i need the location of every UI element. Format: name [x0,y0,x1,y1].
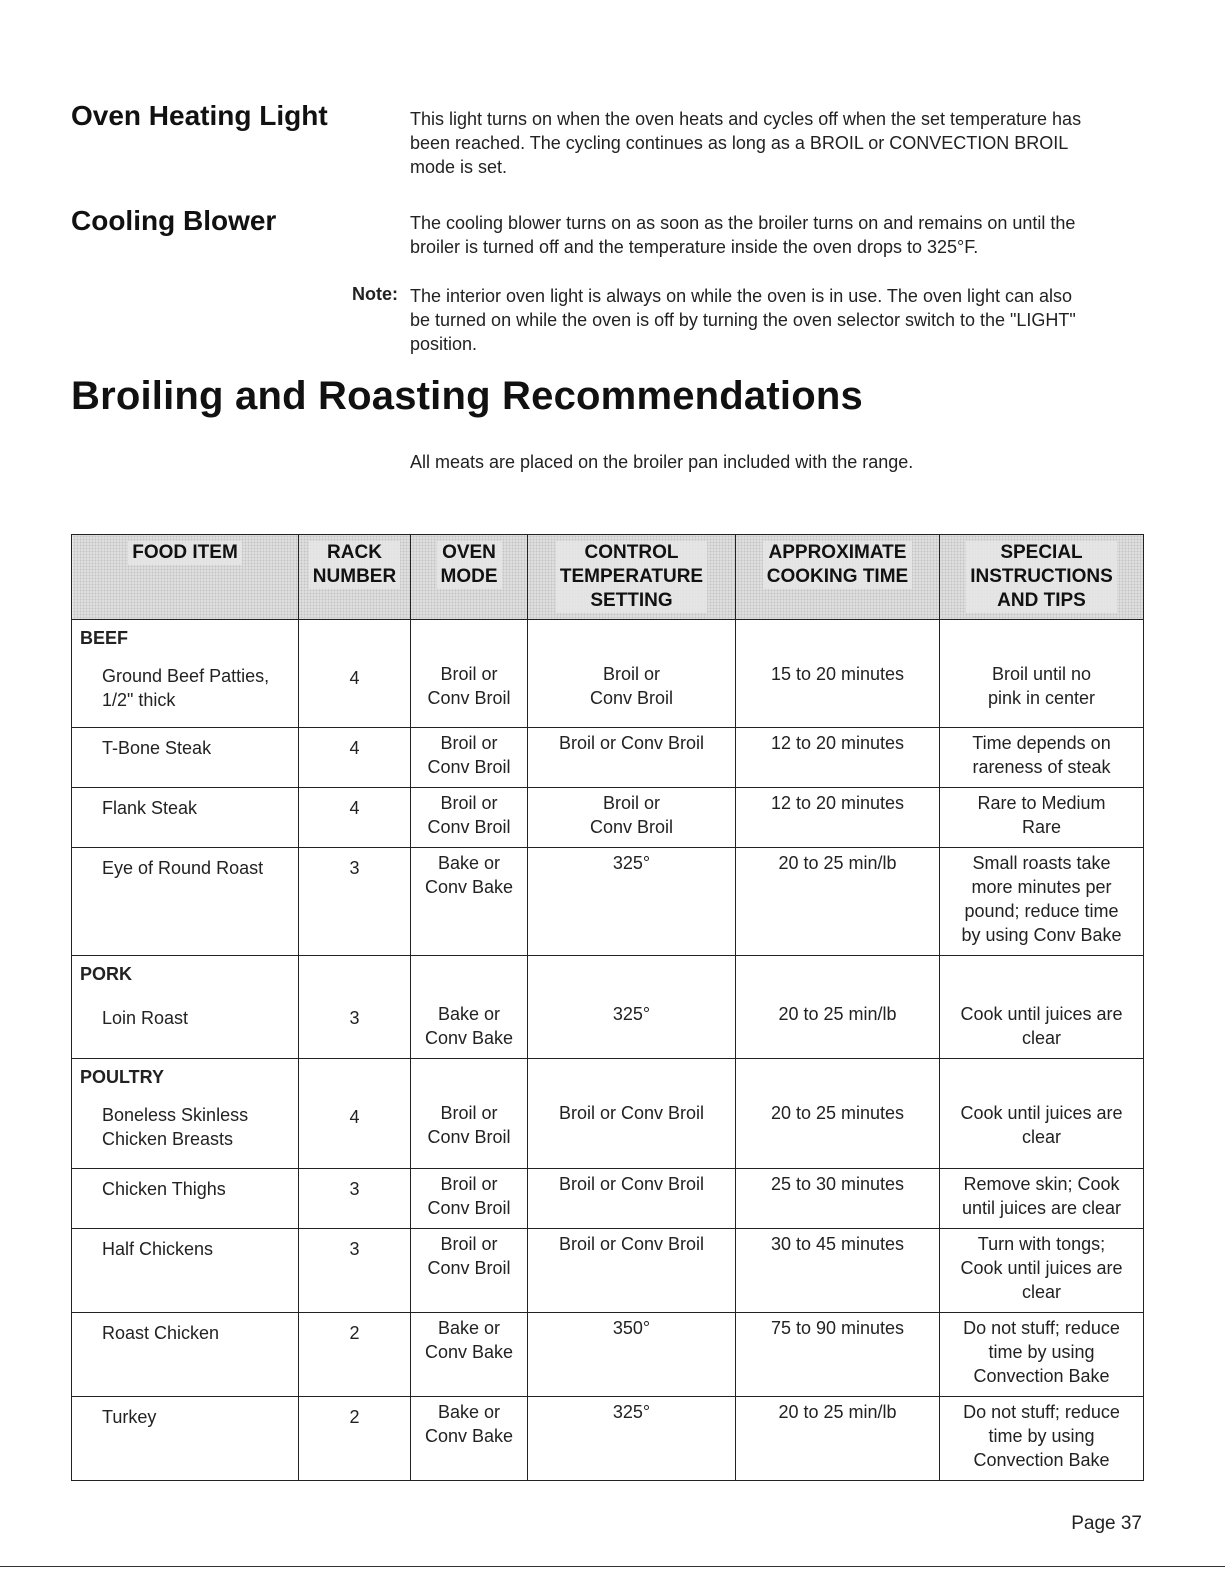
cell-rack [299,728,411,788]
header-line: TEMPERATURE [559,566,704,587]
oven-heating-light-text [410,107,1150,179]
broiling-roasting-table [71,534,1144,1481]
header-line: SETTING [590,590,673,611]
temp-line: Conv Broil [589,688,674,708]
tips-line: Turn with tongs; [977,1234,1106,1254]
table-header-row [72,535,1144,620]
tips-line: time by using [988,1426,1095,1446]
temp-line: Broil or Conv Broil [558,1174,705,1194]
item-line: Eye of Round Roast [102,858,264,878]
cell-tips [940,620,1144,728]
temp-line: Broil or Conv Broil [558,733,705,753]
page-title: Broiling and Roasting Recommendations [71,374,863,418]
header-line: NUMBER [312,566,397,587]
cell-temp [528,1169,736,1229]
mode-line: Broil or [440,1234,498,1254]
category-label-pork: PORK [80,964,133,984]
item-line: Turkey [102,1407,157,1427]
item-line: Loin Roast [102,1008,189,1028]
cell-mode [411,1397,528,1481]
time-value: 75 to 90 minutes [770,1318,905,1338]
cell-time [736,848,940,956]
cell-time [736,728,940,788]
tips-line: Cook until juices are [960,1004,1123,1024]
tips-line: by using Conv Bake [961,925,1122,945]
item-line: Half Chickens [102,1239,214,1259]
header-line: CONTROL [584,542,679,563]
header-line: FOOD ITEM [132,542,238,563]
category-label-beef: BEEF [80,628,129,648]
rack-value: 2 [349,1323,360,1343]
cell-time [736,620,940,728]
cell-time [736,1169,940,1229]
text-line: mode is set. [410,157,508,177]
mode-line: Bake or [437,1402,501,1422]
cell-temp [528,1059,736,1169]
tips-line: pound; reduce time [964,901,1119,921]
table-row [72,848,1144,956]
mode-line: Broil or [440,793,498,813]
tips-line: rareness of steak [972,757,1111,777]
cell-rack [299,956,411,1059]
cell-rack [299,1313,411,1397]
time-value: 12 to 20 minutes [770,793,905,813]
rack-value: 4 [349,798,360,818]
time-value: 15 to 20 minutes [770,664,905,684]
cell-mode [411,788,528,848]
cell-rack [299,848,411,956]
tips-line: Cook until juices are [960,1103,1123,1123]
cell-tips [940,1169,1144,1229]
tips-line: Small roasts take [972,853,1111,873]
cell-rack [299,1229,411,1313]
page-number: Page 37 [1071,1513,1142,1534]
cell-food-item [72,956,299,1059]
tips-line: Time depends on [972,733,1111,753]
cell-mode [411,848,528,956]
time-value: 20 to 25 min/lb [778,1402,897,1422]
text-line: The cooling blower turns on as soon as the broiler turns on and remains on until the [410,213,1076,233]
tips-line: clear [1021,1127,1061,1147]
category-label-poultry: POULTRY [80,1067,164,1087]
cell-food-item [72,728,299,788]
cell-time [736,1229,940,1313]
time-value: 12 to 20 minutes [770,733,905,753]
rack-value: 3 [349,1179,360,1199]
cell-food-item [72,1169,299,1229]
cell-food-item [72,788,299,848]
header-oven-mode [411,535,528,620]
header-line: APPROXIMATE [768,542,907,563]
mode-line: Bake or [437,853,501,873]
cell-mode [411,1229,528,1313]
header-line: AND TIPS [997,590,1086,611]
rack-value: 4 [349,1107,360,1127]
item-line: 1/2" thick [102,690,176,710]
tips-line: Do not stuff; reduce [963,1318,1120,1338]
temp-line: 325° [612,1004,651,1024]
intro-text: All meats are placed on the broiler pan included with the range. [410,452,914,472]
rack-value: 3 [349,858,360,878]
cell-time [736,1059,940,1169]
header-line: SPECIAL [1000,542,1083,563]
header-control-temperature [528,535,736,620]
item-line: Boneless Skinless [102,1105,249,1125]
tips-line: Rare [1021,817,1061,837]
table-row [72,1397,1144,1481]
item-line: Ground Beef Patties, [102,666,270,686]
item-line: Roast Chicken [102,1323,220,1343]
mode-line: Broil or [440,1174,498,1194]
mode-line: Bake or [437,1318,501,1338]
time-value: 20 to 25 min/lb [778,853,897,873]
header-line: RACK [327,542,382,563]
mode-line: Conv Bake [424,877,514,897]
cell-rack [299,1059,411,1169]
table-row [72,728,1144,788]
tips-line: pink in center [987,688,1096,708]
temp-line: 325° [612,853,651,873]
cooling-blower-heading: Cooling Blower [71,205,277,236]
text-line: This light turns on when the oven heats and cycles off when the set temperature has [410,109,1082,129]
header-rack-number [299,535,411,620]
header-line: MODE [440,566,498,587]
mode-line: Broil or [440,1103,498,1123]
tips-line: Cook until juices are [960,1258,1123,1278]
cell-mode [411,728,528,788]
rack-value: 3 [349,1239,360,1259]
note-text [410,284,1150,356]
cell-temp [528,620,736,728]
text-line: be turned on while the oven is off by turning the oven selector switch to the "LIGHT" [410,310,1076,330]
cell-time [736,1313,940,1397]
tips-line: time by using [988,1342,1095,1362]
tips-line: Convection Bake [973,1450,1110,1470]
cell-mode [411,1169,528,1229]
tips-line: Remove skin; Cook [963,1174,1120,1194]
table-row [72,1313,1144,1397]
cell-tips [940,848,1144,956]
text-line: The interior oven light is always on while the oven is in use. The oven light can also [410,286,1073,306]
item-line: Flank Steak [102,798,198,818]
cell-tips [940,1313,1144,1397]
cell-food-item [72,620,299,728]
temp-line: 350° [612,1318,651,1338]
cell-tips [940,728,1144,788]
cell-tips [940,788,1144,848]
temp-line: Broil or [602,664,660,684]
temp-line: 325° [612,1402,651,1422]
text-line: broiler is turned off and the temperature inside the oven drops to 325°F. [410,237,979,257]
cell-mode [411,620,528,728]
header-cooking-time [736,535,940,620]
header-line: INSTRUCTIONS [970,566,1113,587]
header-line: OVEN [442,542,496,563]
cell-mode [411,1313,528,1397]
cell-food-item [72,848,299,956]
cell-food-item [72,1313,299,1397]
item-line: Chicken Thighs [102,1179,226,1199]
bottom-rule [0,1566,1225,1567]
table-row [72,1169,1144,1229]
cell-rack [299,1169,411,1229]
mode-line: Conv Broil [427,688,511,708]
table-row [72,1229,1144,1313]
mode-line: Conv Bake [424,1342,514,1362]
mode-line: Conv Bake [424,1426,514,1446]
cell-temp [528,788,736,848]
temp-line: Broil or Conv Broil [558,1234,705,1254]
cell-tips [940,1397,1144,1481]
cell-mode [411,956,528,1059]
cell-tips [940,956,1144,1059]
cell-food-item [72,1397,299,1481]
cell-rack [299,788,411,848]
rack-value: 2 [349,1407,360,1427]
rack-value: 4 [349,668,360,688]
tips-line: Convection Bake [973,1366,1110,1386]
tips-line: Do not stuff; reduce [963,1402,1120,1422]
tips-line: Broil until no [991,664,1092,684]
mode-line: Conv Broil [427,757,511,777]
tips-line: more minutes per [971,877,1112,897]
tips-line: clear [1021,1028,1061,1048]
header-food-item [72,535,299,620]
note-label: Note: [352,284,398,304]
cell-temp [528,848,736,956]
temp-line: Conv Broil [589,817,674,837]
cell-tips [940,1229,1144,1313]
cell-time [736,788,940,848]
mode-line: Conv Broil [427,1258,511,1278]
cell-time [736,1397,940,1481]
cell-tips [940,1059,1144,1169]
cell-rack [299,1397,411,1481]
tips-line: clear [1021,1282,1061,1302]
mode-line: Conv Bake [424,1028,514,1048]
oven-heating-light-heading: Oven Heating Light [71,100,328,131]
tips-line: until juices are clear [961,1198,1122,1218]
text-line: been reached. The cycling continues as long as a BROIL or CONVECTION BROIL [410,133,1069,153]
cell-temp [528,728,736,788]
tips-line: Rare to Medium [977,793,1106,813]
time-value: 20 to 25 min/lb [778,1004,897,1024]
rack-value: 4 [349,738,360,758]
mode-line: Conv Broil [427,817,511,837]
item-line: Chicken Breasts [102,1129,234,1149]
mode-line: Broil or [440,664,498,684]
cell-temp [528,1229,736,1313]
temp-line: Broil or Conv Broil [558,1103,705,1123]
cell-temp [528,1397,736,1481]
cell-food-item [72,1229,299,1313]
mode-line: Broil or [440,733,498,753]
text-line: position. [410,334,478,354]
cell-temp [528,1313,736,1397]
mode-line: Conv Broil [427,1127,511,1147]
cooling-blower-text [410,211,1150,259]
table-row [72,620,1144,728]
cell-time [736,956,940,1059]
temp-line: Broil or [602,793,660,813]
mode-line: Conv Broil [427,1198,511,1218]
cell-rack [299,620,411,728]
time-value: 20 to 25 minutes [770,1103,905,1123]
cell-food-item [72,1059,299,1169]
time-value: 25 to 30 minutes [770,1174,905,1194]
header-special-instructions [940,535,1144,620]
table-row [72,956,1144,1059]
table-row [72,1059,1144,1169]
cell-temp [528,956,736,1059]
mode-line: Bake or [437,1004,501,1024]
cell-mode [411,1059,528,1169]
rack-value: 3 [349,1008,360,1028]
item-line: T-Bone Steak [102,738,212,758]
table-row [72,788,1144,848]
time-value: 30 to 45 minutes [770,1234,905,1254]
header-line: COOKING TIME [766,566,909,587]
